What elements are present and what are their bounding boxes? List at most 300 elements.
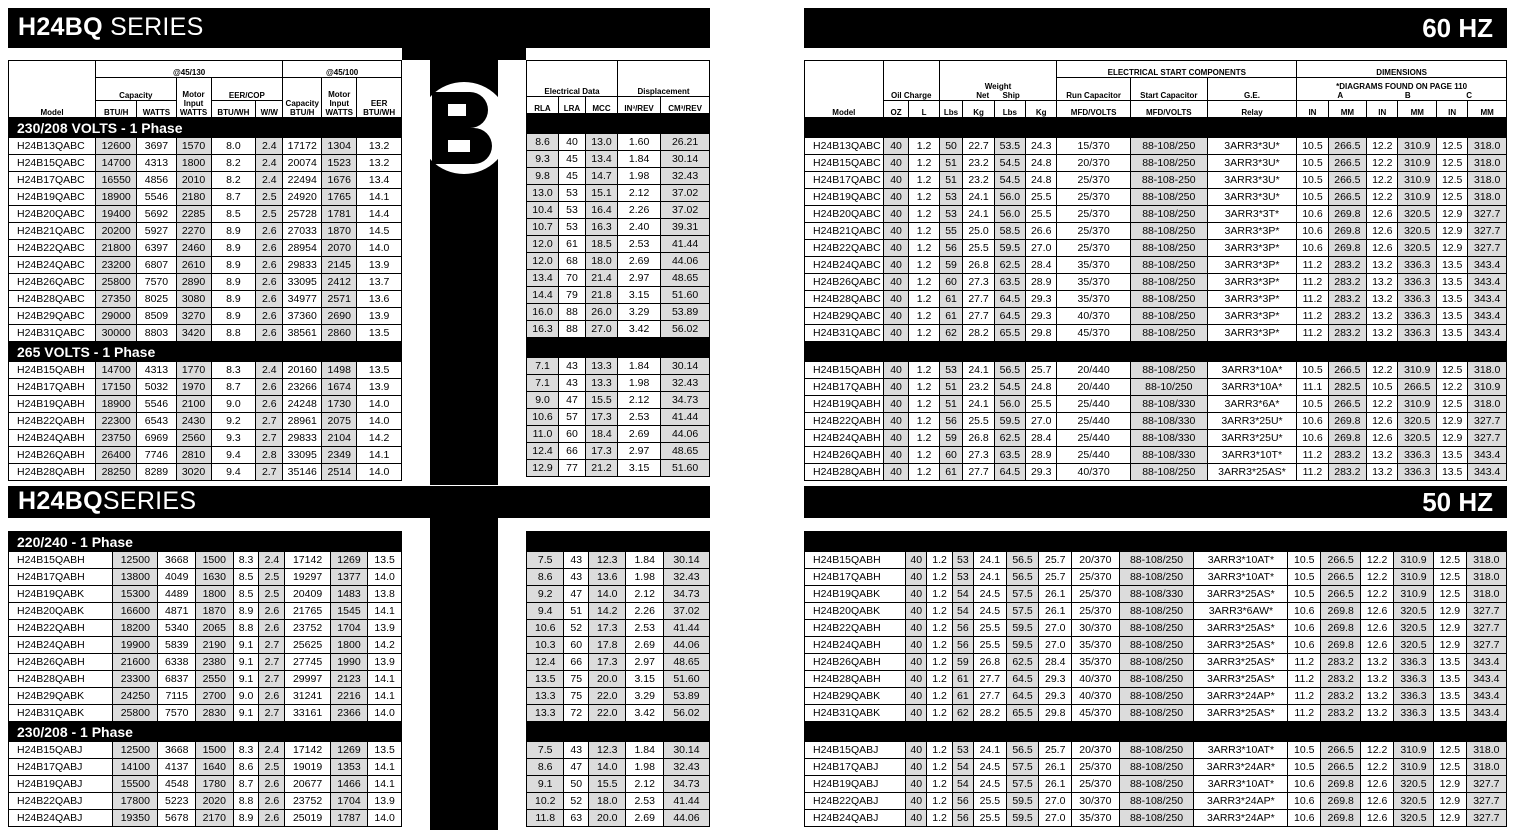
col-btuwh: BTU/WH [211,101,256,118]
value-cell: 12.9 [1437,223,1468,240]
value-cell: 25.5 [963,413,994,430]
value-cell: 40 [883,362,909,379]
section-header [805,722,1507,742]
table-row [9,793,402,810]
value-cell: 7.5 [527,742,564,759]
value-cell: 28.4 [1026,257,1057,274]
value-cell: 8.9 [211,223,256,240]
value-cell: 27.7 [963,308,994,325]
value-cell: 1353 [330,759,368,776]
value-cell: 1870 [322,223,357,240]
value-cell: 13.0 [585,134,617,151]
value-cell: 12.9 [1434,637,1467,654]
value-cell: 318.0 [1468,138,1507,155]
value-cell: 12.9 [1434,603,1467,620]
value-cell: 9.4 [211,464,256,481]
value-cell: 19400 [96,206,137,223]
model-cell: H24B19QABC [9,189,96,206]
value-cell: 55 [939,223,963,240]
model-cell: H24B22QABH [9,620,113,637]
value-cell: 8803 [137,325,176,342]
value-cell: 1.2 [909,257,939,274]
performance-table-60hz [8,60,402,481]
value-cell: 1730 [322,396,357,413]
value-cell: 3668 [158,742,196,759]
model-cell: H24B31QABC [9,325,96,342]
value-cell: 2550 [196,671,234,688]
value-cell: 16550 [96,172,137,189]
value-cell: 31241 [285,688,330,705]
value-cell: 56 [952,810,973,827]
value-cell: 9.2 [211,413,256,430]
value-cell: 10.6 [1297,206,1328,223]
value-cell: 17142 [285,742,330,759]
col-motor-input: Motor Input WATTS [176,78,211,118]
value-cell: 26.8 [963,430,994,447]
value-cell: 1304 [322,138,357,155]
value-cell: 8.6 [233,759,259,776]
table-row [9,257,402,274]
value-cell: 8.9 [233,810,259,827]
value-cell: 283.2 [1321,654,1361,671]
value-cell: 8.7 [211,189,256,206]
value-cell: 1.2 [909,155,939,172]
col-eer: EER BTU/WH [357,78,402,118]
value-cell: 21.4 [585,270,617,287]
value-cell: 88-108/250 [1130,189,1207,206]
value-cell: 18.5 [585,236,617,253]
value-cell: 1990 [330,654,368,671]
value-cell: 28.9 [1026,447,1057,464]
model-cell: H24B24QABJ [805,810,906,827]
value-cell: 13.9 [368,620,402,637]
value-cell: 13.4 [585,151,617,168]
value-cell: 310.9 [1393,759,1433,776]
value-cell: 1.2 [909,447,939,464]
value-cell: 2.6 [259,603,285,620]
value-cell: 64.5 [1006,688,1039,705]
value-cell: 10.6 [1297,223,1328,240]
value-cell: 3ARR3*10AT* [1194,742,1288,759]
value-cell: 2.12 [626,776,663,793]
col-oz: OZ [883,101,909,118]
table-row [527,552,710,569]
value-cell: 10.6 [1297,430,1328,447]
series-title: H24BQ SERIES [18,13,204,41]
model-cell: H24B15QABH [9,552,113,569]
value-cell: 10.5 [1297,396,1328,413]
value-cell: 8.2 [211,155,256,172]
value-cell: 4137 [158,759,196,776]
value-cell: 10.6 [1288,620,1321,637]
table-row [9,223,402,240]
value-cell: 320.5 [1393,793,1433,810]
value-cell: 2170 [196,810,234,827]
value-cell: 40 [883,189,909,206]
value-cell: 13.3 [585,358,617,375]
value-cell: 327.7 [1468,413,1507,430]
value-cell: 1770 [176,362,211,379]
value-cell: 40 [883,274,909,291]
value-cell: 9.0 [527,392,559,409]
value-cell: 2690 [322,308,357,325]
value-cell: 327.7 [1466,776,1506,793]
value-cell: 320.5 [1398,206,1437,223]
value-cell: 27.0 [1039,793,1072,810]
col-lra: LRA [559,97,586,114]
value-cell: 3ARR3*3U* [1207,155,1297,172]
value-cell: 2.69 [626,637,663,654]
value-cell: 8.2 [211,172,256,189]
value-cell: 13.6 [589,569,626,586]
model-cell: H24B29QABK [805,688,906,705]
section-header [805,342,1507,362]
value-cell: 23752 [285,620,330,637]
value-cell: 2.12 [617,392,660,409]
model-cell: H24B17QABC [9,172,96,189]
value-cell: 3ARR3*6AW* [1194,603,1288,620]
value-cell: 25.5 [974,637,1007,654]
value-cell: 283.2 [1328,325,1367,342]
table-row [527,620,710,637]
value-cell: 318.0 [1468,155,1507,172]
value-cell: 17800 [113,793,158,810]
section-header [9,722,402,742]
value-cell: 16.3 [527,321,559,338]
col-cm3: CM³/REV [661,97,710,114]
value-cell: 14.2 [357,430,402,447]
value-cell: 3668 [158,552,196,569]
table-row [805,308,1507,325]
value-cell: 13.5 [368,742,402,759]
value-cell: 12.5 [1437,362,1468,379]
col-model-r: Model [805,61,884,118]
table-row [805,793,1507,810]
table-row [9,206,402,223]
value-cell: 14.7 [585,168,617,185]
value-cell: 10.5 [1297,155,1328,172]
col-a-in: IN [1297,101,1328,118]
value-cell: 1640 [196,759,234,776]
value-cell: 24.1 [963,362,994,379]
value-cell: 320.5 [1393,603,1433,620]
value-cell: 336.3 [1393,671,1433,688]
value-cell: 3ARR3*25U* [1207,430,1297,447]
value-cell: 15/370 [1057,138,1131,155]
value-cell: 56.0 [994,206,1025,223]
col-kg: Kg [963,101,994,118]
table-row [805,379,1507,396]
value-cell: 11.2 [1288,705,1321,722]
value-cell: 336.3 [1393,705,1433,722]
value-cell: 2.40 [617,219,660,236]
model-cell: H24B29QABC [9,308,96,325]
value-cell: 8.8 [211,325,256,342]
value-cell: 12.2 [1367,172,1398,189]
value-cell: 32.43 [663,569,709,586]
model-cell: H24B26QABH [805,654,906,671]
value-cell: 1.2 [909,189,939,206]
col-dimensions: DIMENSIONS [1297,61,1507,78]
value-cell: 12.2 [1361,586,1394,603]
value-cell: 40 [906,654,927,671]
value-cell: 10.5 [1297,362,1328,379]
value-cell: 20.0 [589,810,626,827]
value-cell: 88-108/250 [1130,240,1207,257]
value-cell: 3ARR3*24AP* [1194,810,1288,827]
value-cell: 336.3 [1398,464,1437,481]
value-cell: 8.5 [233,569,259,586]
value-cell: 14.4 [527,287,559,304]
value-cell: 40 [883,464,909,481]
value-cell: 14.0 [357,396,402,413]
table-row [805,274,1507,291]
table-row [805,240,1507,257]
value-cell: 2104 [322,430,357,447]
value-cell: 318.0 [1468,172,1507,189]
model-cell: H24B17QABH [805,379,884,396]
value-cell: 26400 [96,447,137,464]
value-cell: 15.5 [585,392,617,409]
col-displacement: Displacement [617,61,709,97]
value-cell: 54.5 [994,155,1025,172]
value-cell: 1.2 [927,637,952,654]
table-row [805,138,1507,155]
value-cell: 2.6 [256,396,283,413]
value-cell: 269.8 [1328,206,1367,223]
value-cell: 27.0 [585,321,617,338]
value-cell: 53 [939,362,963,379]
value-cell: 50 [564,776,589,793]
model-cell: H24B28QABH [9,464,96,481]
model-cell: H24B22QABJ [805,793,906,810]
value-cell: 40 [883,379,909,396]
value-cell: 12.2 [1367,155,1398,172]
table-row [527,810,710,827]
col-b-in: IN [1367,101,1398,118]
value-cell: 47 [564,759,589,776]
section-label: 230/208 VOLTS - 1 Phase [9,118,402,138]
value-cell: 40 [883,257,909,274]
value-cell: 320.5 [1393,637,1433,654]
value-cell: 25625 [285,637,330,654]
table-row [527,742,710,759]
value-cell: 20/370 [1072,552,1120,569]
value-cell: 88-108/330 [1130,447,1207,464]
value-cell: 9.0 [233,688,259,705]
value-cell: 11.8 [527,810,564,827]
value-cell: 24920 [283,189,322,206]
value-cell: 12.9 [1437,206,1468,223]
value-cell: 266.5 [1328,396,1367,413]
value-cell: 2.5 [259,759,285,776]
value-cell: 25.7 [1026,362,1057,379]
table-row [805,705,1507,722]
model-cell: H24B26QABH [9,447,96,464]
value-cell: 12.5 [1434,742,1467,759]
value-cell: 2.4 [256,155,283,172]
value-cell: 2890 [176,274,211,291]
value-cell: 1.2 [927,688,952,705]
value-cell: 1704 [330,793,368,810]
value-cell: 24.8 [1026,155,1057,172]
value-cell: 336.3 [1393,654,1433,671]
value-cell: 8.9 [211,308,256,325]
col-c-mm: MM [1468,101,1507,118]
model-cell: H24B28QABC [805,291,884,308]
value-cell: 53.89 [661,304,710,321]
value-cell: 88-10/250 [1130,379,1207,396]
value-cell: 53 [939,206,963,223]
model-cell: H24B15QABJ [805,742,906,759]
value-cell: 2180 [176,189,211,206]
value-cell: 33095 [283,447,322,464]
section-label: 220/240 - 1 Phase [9,532,402,552]
table-row [527,776,710,793]
value-cell: 343.4 [1468,291,1507,308]
value-cell: 10.6 [527,620,564,637]
value-cell: 13.5 [357,362,402,379]
value-cell: 34.73 [661,392,710,409]
value-cell: 12.6 [1361,603,1394,620]
value-cell: 28.2 [963,325,994,342]
value-cell: 88-108/250 [1130,206,1207,223]
model-cell: H24B19QABC [805,189,884,206]
value-cell: 1570 [176,138,211,155]
table-row [9,552,402,569]
components-table-50hz [804,531,1507,827]
value-cell: 14.0 [368,569,402,586]
col-ww: W/W [256,101,283,118]
value-cell: 3ARR3*3U* [1207,189,1297,206]
value-cell: 1674 [322,379,357,396]
section-header [805,532,1507,552]
value-cell: 40/370 [1057,464,1131,481]
value-cell: 12.9 [1437,240,1468,257]
value-cell: 21.8 [585,287,617,304]
value-cell: 37360 [283,308,322,325]
value-cell: 53 [559,185,586,202]
value-cell: 53 [559,219,586,236]
table-row [805,430,1507,447]
value-cell: 40 [906,603,927,620]
value-cell: 2.26 [626,603,663,620]
value-cell: 2.6 [256,240,283,257]
value-cell: 28.9 [1026,274,1057,291]
value-cell: 24.1 [974,552,1007,569]
value-cell: 2.6 [256,291,283,308]
value-cell: 2610 [176,257,211,274]
value-cell: 29.8 [1039,705,1072,722]
value-cell: 88-108/250 [1119,637,1194,654]
value-cell: 2.12 [617,185,660,202]
value-cell: 2830 [196,705,234,722]
model-cell: H24B26QABC [9,274,96,291]
value-cell: 25/370 [1072,569,1120,586]
value-cell: 59 [952,654,973,671]
value-cell: 18200 [113,620,158,637]
col-diagrams: *DIAGRAMS FOUND ON PAGE 110 A B C [1297,78,1507,101]
value-cell: 3ARR3*25AS* [1194,654,1288,671]
value-cell: 1.2 [927,603,952,620]
value-cell: 269.8 [1321,637,1361,654]
table-row [805,671,1507,688]
value-cell: 3ARR3*25U* [1207,413,1297,430]
value-cell: 10.6 [1288,810,1321,827]
value-cell: 88-108/250 [1130,325,1207,342]
value-cell: 13.2 [1367,325,1398,342]
value-cell: 41.44 [661,236,710,253]
value-cell: 6543 [137,413,176,430]
value-cell: 25.5 [1026,396,1057,413]
table-row [805,206,1507,223]
value-cell: 35/370 [1057,274,1131,291]
value-cell: 34.73 [663,776,709,793]
value-cell: 25.7 [1039,569,1072,586]
table-row [527,375,710,392]
value-cell: 2810 [176,447,211,464]
value-cell: 12.5 [1437,138,1468,155]
value-cell: 3.15 [626,671,663,688]
value-cell: 22.0 [589,705,626,722]
model-cell: H24B24QABH [805,430,884,447]
value-cell: 40/370 [1072,688,1120,705]
value-cell: 29.3 [1026,464,1057,481]
value-cell: 12.2 [1367,362,1398,379]
value-cell: 18.0 [589,793,626,810]
value-cell: 269.8 [1321,776,1361,793]
table-row [9,362,402,379]
value-cell: 24248 [283,396,322,413]
value-cell: 1.2 [909,464,939,481]
value-cell: 10.6 [1288,637,1321,654]
model-cell: H24B17QABJ [9,759,113,776]
col-ge: G.E. [1207,78,1297,101]
value-cell: 2.7 [259,654,285,671]
value-cell: 3697 [137,138,176,155]
value-cell: 40 [883,155,909,172]
value-cell: 6837 [158,671,196,688]
value-cell: 283.2 [1328,308,1367,325]
value-cell: 14.2 [368,637,402,654]
col-model: Model [9,61,96,118]
value-cell: 7.5 [527,552,564,569]
table-row [805,325,1507,342]
value-cell: 21.2 [585,460,617,477]
value-cell: 2075 [322,413,357,430]
table-row [9,291,402,308]
value-cell: 57.5 [1006,759,1039,776]
table-row [527,759,710,776]
model-cell: H24B29QABC [805,308,884,325]
col-mcc: MCC [585,97,617,114]
table-row [9,620,402,637]
table-row [527,168,710,185]
model-cell: H24B22QABH [9,413,96,430]
value-cell: 48.65 [661,270,710,287]
value-cell: 8.9 [233,603,259,620]
value-cell: 318.0 [1466,586,1506,603]
table-row [805,413,1507,430]
table-row [527,219,710,236]
value-cell: 41.44 [663,793,709,810]
value-cell: 1.2 [927,552,952,569]
value-cell: 88-108/250 [1119,810,1194,827]
value-cell: 5678 [158,810,196,827]
value-cell: 58.5 [994,223,1025,240]
value-cell: 88-108/330 [1119,586,1194,603]
value-cell: 318.0 [1468,396,1507,413]
